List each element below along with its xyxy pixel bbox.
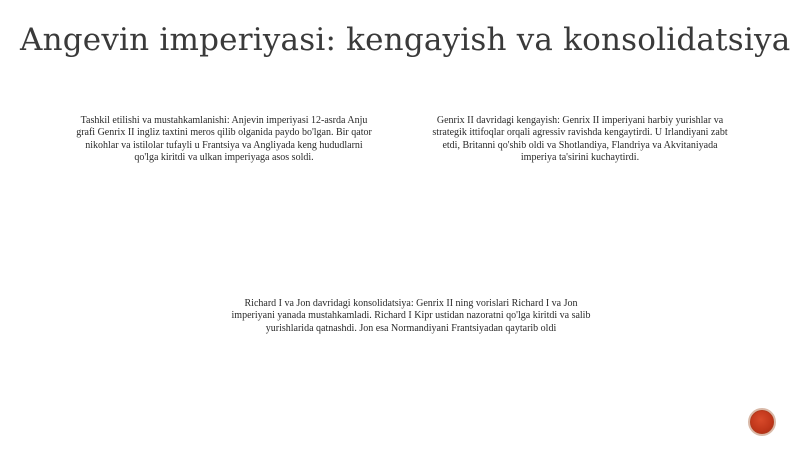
paragraph-consolidation: Richard I va Jon davridagi konsolidatsiya: Genrix II ning vorislari Richard I va Jon imperiyani yanada mustahkamladi. Richard I Kipr ustidan nazoratni qo'lga kiritdi va salib yurishlarida qatnashdi. Jon esa Normandiyani Frantsiyadan qaytarib oldi	[231, 298, 591, 334]
paragraph-establishment: Tashkil etilishi va mustahkamlanishi: Anjevin imperiyasi 12-asrda Anju grafi Genrix II ingliz taxtini meros qilib olganida paydo bo'lgan. Bir qator nikohlar va istilolar tufayli u Frantsiya va Angliyada keng hududlarni qo'lga kiritdi va ulkan imperiyaga asos soldi.	[76, 115, 372, 164]
paragraph-expansion: Genrix II davridagi kengayish: Genrix II imperiyani harbiy yurishlar va strategik ittifoqlar orqali agressiv ravishda kengaytirdi. U Irlandiyani zabt etdi, Britanni qo'shib oldi va Shotlandiya, Flandriya va Akvitaniyada imperiya ta'sirini kuchaytirdi.	[432, 115, 728, 164]
slide-title: Angevin imperiyasi: kengayish va konsolidatsiya	[20, 22, 791, 58]
next-slide-button[interactable]	[748, 408, 776, 436]
